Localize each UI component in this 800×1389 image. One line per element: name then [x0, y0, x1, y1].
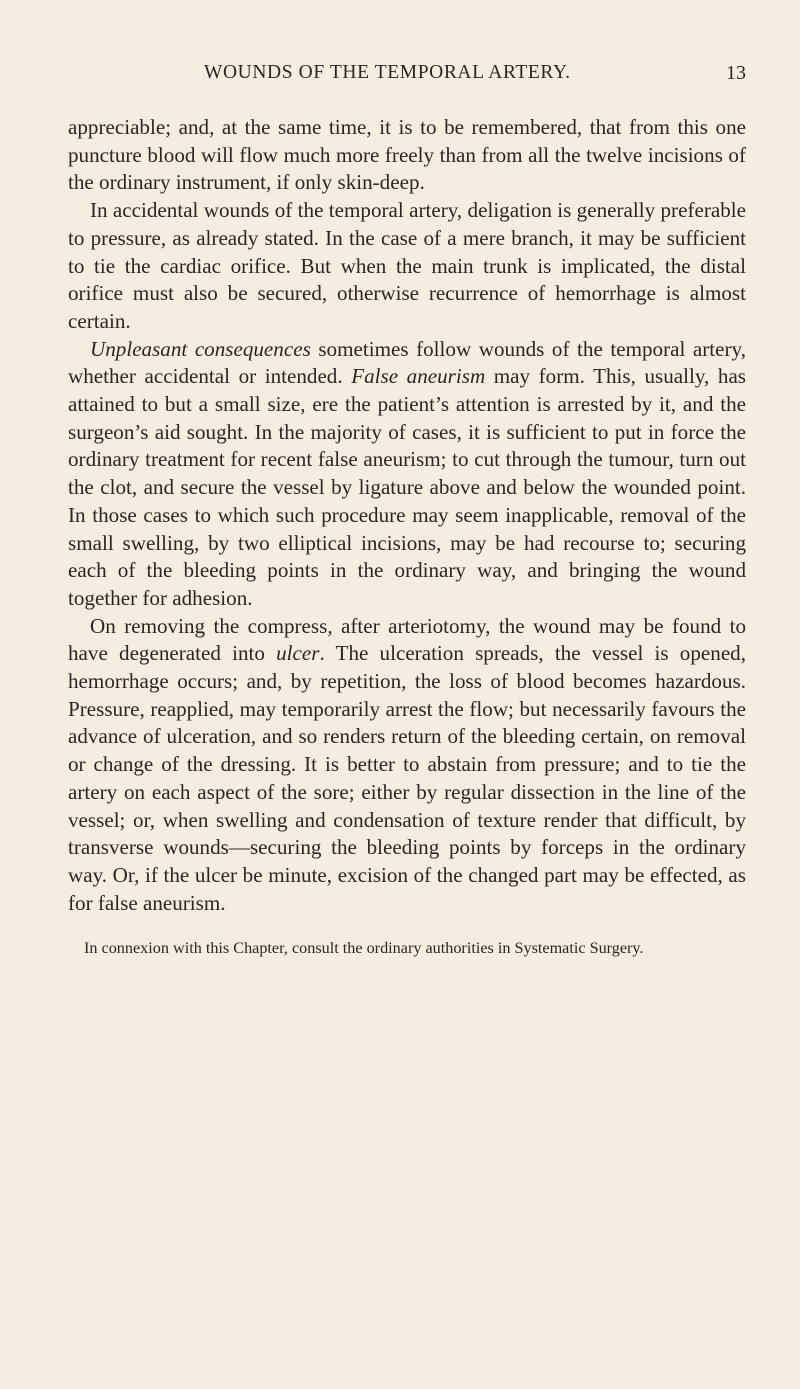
- footnote-text: In connexion with this Chapter, consult the ordinary authorities in Systematic Surgery.: [84, 939, 644, 958]
- body-text: [68, 114, 746, 917]
- italic-term: False aneurism: [351, 364, 486, 389]
- paragraph-continuation: [68, 114, 746, 197]
- paragraph-text: sometimes follow wounds of the temporal artery, whether accidental or intended.: [68, 336, 746, 389]
- paragraph-text: . The ulceration spreads, the vessel is opened, hemorrhage occurs; and, by repetition, the loss of blood becomes hazardous. Pressure, reapplied, may temporarily arrest the flow; but necessarily favours the advance of ulceration, and so renders return of the bleeding certain, on removal or change of the dressing. It is better to abstain from pressure; and to tie the artery on each aspect of the sore; either by regular dissection in the line of the vessel; or, when swelling and condensation of texture render that difficult, by transverse wounds—securing the bleeding points by forceps in the ordinary way. Or, if the ulcer be minute, excision of the changed part may be effected, as for false aneurism.: [68, 641, 746, 915]
- italic-lead-phrase: Unpleasant consequences: [90, 336, 311, 361]
- paragraph-ulcer: [68, 613, 746, 918]
- paragraph-text: In accidental wounds of the temporal artery, deligation is generally preferable to pressure, as already stated. In the case of a mere branch, it may be sufficient to tie the cardiac orifice. But when the main trunk is implicated, the distal orifice must also be secured, otherwise recurrence of hemorrhage is almost certain.: [68, 198, 746, 333]
- paragraph-text: may form. This, usually, has attained to but a small size, ere the patient’s attention is arrested by it, and the surgeon’s aid sought. In the majority of cases, it is sufficient to put in force the ordinary treatment for recent false aneurism; to cut through the tumour, turn out the clot, and secure the vessel by ligature above and below the wounded point. In those cases to which such procedure may seem inapplicable, removal of the small swelling, by two elliptical incisions, may be had recourse to; securing each of the bleeding points in the ordinary way, and bringing the wound together for adhesion.: [68, 364, 747, 610]
- paragraph-text: appreciable; and, at the same time, it is to be remembered, that from this one puncture blood will flow much more freely than from all the twelve incisions of the ordinary instrument, if only skin-deep.: [68, 115, 746, 195]
- paragraph-unpleasant-consequences: [68, 336, 746, 613]
- paragraph-text: On removing the compress, after arteriotomy, the wound may be found to have degenerated into: [68, 613, 746, 666]
- footnote: [68, 939, 746, 958]
- page-number: 13: [726, 62, 746, 84]
- italic-term: ulcer: [276, 641, 320, 666]
- running-head: [68, 62, 746, 94]
- running-title: WOUNDS OF THE TEMPORAL ARTERY.: [204, 62, 571, 83]
- paragraph-accidental-wounds: [68, 197, 746, 336]
